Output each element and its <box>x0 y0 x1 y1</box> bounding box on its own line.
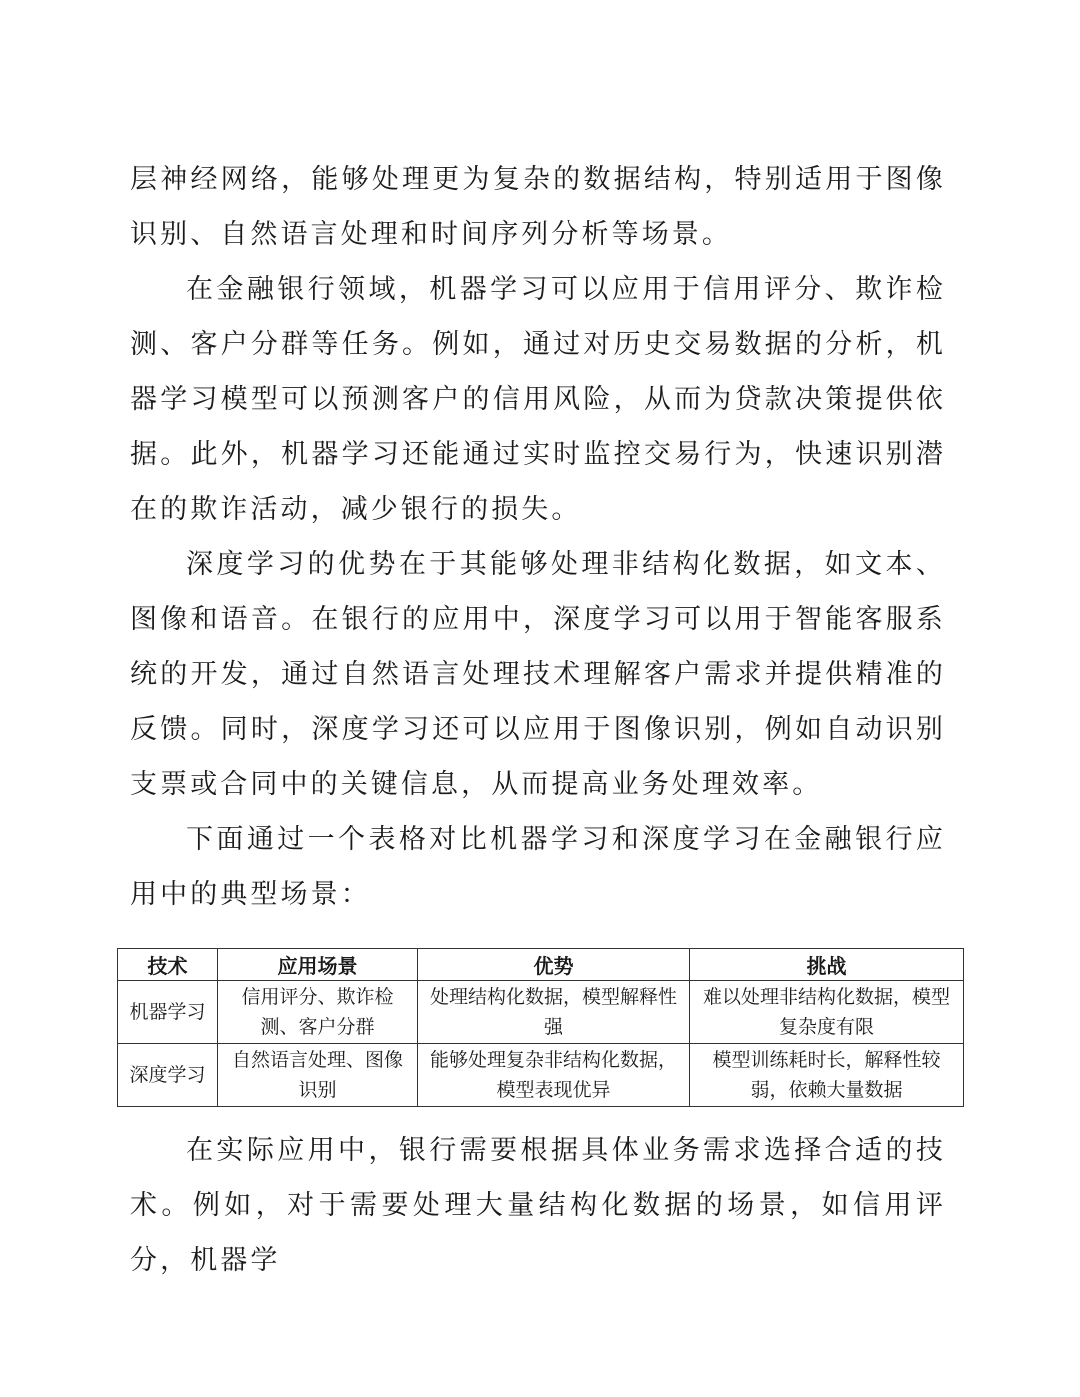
header-scenarios: 应用场景 <box>218 949 418 981</box>
cell-advantages: 能够处理复杂非结构化数据，模型表现优异 <box>418 1044 690 1107</box>
cell-scenarios: 自然语言处理、图像识别 <box>218 1044 418 1107</box>
header-technology: 技术 <box>118 949 218 981</box>
cell-scenarios: 信用评分、欺诈检测、客户分群 <box>218 981 418 1044</box>
cell-advantages: 处理结构化数据，模型解释性强 <box>418 981 690 1044</box>
table-row <box>118 1044 964 1107</box>
document-body-bottom <box>130 1123 946 1288</box>
header-advantages: 优势 <box>418 949 690 981</box>
paragraph-ml-finance: 在金融银行领域，机器学习可以应用于信用评分、欺诈检测、客户分群等任务。例如，通过对历史交易数据的分析，机器学习模型可以预测客户的信用风险，从而为贷款决策提供依据。此外，机器学习还能通过实时监控交易行为，快速识别潜在的欺诈活动，减少银行的损失。 <box>130 274 946 525</box>
comparison-table-container <box>117 948 963 1107</box>
table-header-row <box>118 949 964 981</box>
cell-technology: 深度学习 <box>118 1044 218 1107</box>
paragraph-table-intro: 下面通过一个表格对比机器学习和深度学习在金融银行应用中的典型场景： <box>130 824 946 910</box>
cell-challenges: 模型训练耗时长，解释性较弱，依赖大量数据 <box>690 1044 964 1107</box>
comparison-table <box>117 948 964 1107</box>
cell-technology: 机器学习 <box>118 981 218 1044</box>
paragraph-continued: 层神经网络，能够处理更为复杂的数据结构，特别适用于图像识别、自然语言处理和时间序列分析等场景。 <box>130 164 946 250</box>
paragraph-dl-advantage: 深度学习的优势在于其能够处理非结构化数据，如文本、图像和语音。在银行的应用中，深度学习可以用于智能客服系统的开发，通过自然语言处理技术理解客户需求并提供精准的反馈。同时，深度学习还可以应用于图像识别，例如自动识别支票或合同中的关键信息，从而提高业务处理效率。 <box>130 549 946 800</box>
header-challenges: 挑战 <box>690 949 964 981</box>
table-row <box>118 981 964 1044</box>
paragraph-practical-application: 在实际应用中，银行需要根据具体业务需求选择合适的技术。例如，对于需要处理大量结构化数据的场景，如信用评分，机器学 <box>130 1135 946 1276</box>
document-body-top <box>130 152 946 922</box>
cell-challenges: 难以处理非结构化数据，模型复杂度有限 <box>690 981 964 1044</box>
